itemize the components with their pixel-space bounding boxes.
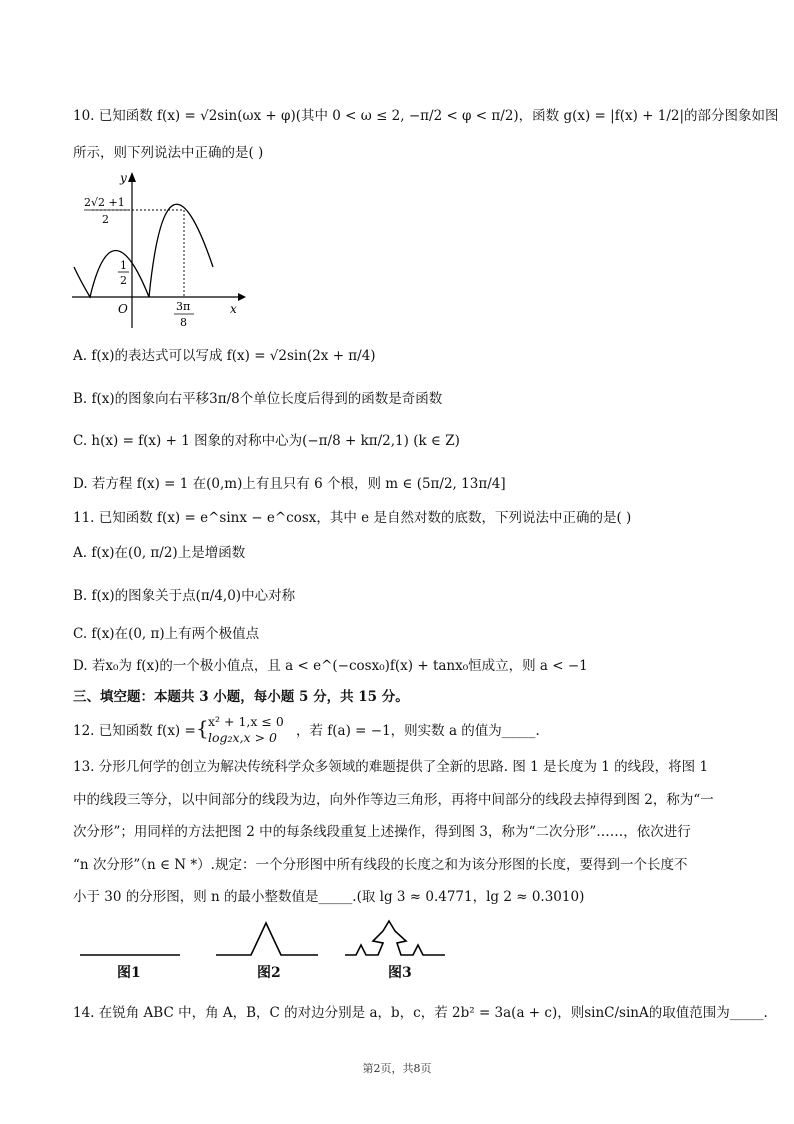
peak-label-numerator: 2√2 +1 — [84, 196, 125, 209]
q13-line2: 中的线段三等分，以中间部分的线段为边，向外作等边三角形，再将中间部分的线段去掉得到图 2，称为“一 — [73, 792, 714, 808]
q10-stem-line1: 10. 已知函数 f(x) = √2sin(ωx + φ)(其中 0 < ω ≤ 2, −π/2 < φ < π/2)，函数 g(x) = |f(x) + 1/2|的部分图象如图 — [73, 108, 779, 124]
q12-brace: { — [196, 716, 209, 740]
fig1-label: 图1 — [117, 965, 141, 981]
q10-stem-line2: 所示，则下列说法中正确的是( ) — [73, 145, 264, 161]
q14-stem: 14. 在锐角 ABC 中，角 A，B，C 的对边分别是 a，b，c，若 2b² = 3a(a + c)，则sinC/sinA的取值范围为_____. — [73, 1005, 768, 1021]
q13-line1: 13. 分形几何学的创立为解决传统科学众多领域的难题提供了全新的思路. 图 1 是长度为 1 的线段，将图 1 — [73, 759, 709, 775]
q12-suffix: ，若 f(a) = −1，则实数 a 的值为_____. — [296, 723, 540, 739]
fractal-figure-2 — [214, 915, 324, 965]
half-label-numerator: 1 — [120, 259, 127, 272]
q12-prefix: 12. 已知函数 f(x) = — [73, 723, 196, 739]
q10-function-graph — [70, 168, 250, 333]
q10-option-c: C. h(x) = f(x) + 1 图象的对称中心为(−π/8 + kπ/2,1) (k ∈ Z) — [73, 433, 460, 449]
tick-label-numerator: 3π — [176, 300, 191, 313]
q10-option-a: A. f(x)的表达式可以写成 f(x) = √2sin(2x + π/4) — [73, 348, 376, 364]
origin-label: O — [118, 302, 128, 316]
graph-curve — [74, 204, 213, 297]
q11-stem: 11. 已知函数 f(x) = e^sinx − e^cosx，其中 e 是自然对数的底数，下列说法中正确的是( ) — [73, 510, 632, 526]
page-footer: 第2页，共8页 — [362, 1062, 432, 1075]
q10-option-b: B. f(x)的图象向右平移3π/8个单位长度后得到的函数是奇函数 — [73, 391, 443, 407]
section-heading: 三、填空题：本题共 3 小题，每小题 5 分，共 15 分。 — [73, 689, 409, 705]
q11-option-b: B. f(x)的图象关于点(π/4,0)中心对称 — [73, 588, 296, 604]
x-axis-label: x — [230, 302, 237, 316]
q10-option-d: D. 若方程 f(x) = 1 在(0,m)上有且只有 6 个根，则 m ∈ (5π/2, 13π/4] — [73, 476, 506, 492]
q11-option-c: C. f(x)在(0, π)上有两个极值点 — [73, 626, 260, 642]
half-label-denominator: 2 — [120, 274, 127, 287]
fractal-figure-1 — [78, 915, 182, 965]
fig3-label: 图3 — [388, 965, 412, 981]
q13-line4: “n 次分形”（n ∈ N *）.规定：一个分形图中所有线段的长度之和为该分形图的长度，要得到一个长度不 — [73, 857, 688, 873]
q12-case1: x² + 1,x ≤ 0 — [208, 714, 284, 729]
fig2-label: 图2 — [257, 965, 281, 981]
tick-label-denominator: 8 — [180, 316, 187, 329]
fractal-figure-3 — [343, 915, 453, 965]
q12-case2: log₂x,x > 0 — [208, 730, 277, 745]
q13-line3: 次分形”；用同样的方法把图 2 中的每条线段重复上述操作，得到图 3，称为“二次分形”……，依次进行 — [73, 824, 691, 840]
q11-option-a: A. f(x)在(0, π/2)上是增函数 — [73, 545, 246, 561]
x-axis-arrow — [238, 293, 246, 301]
y-axis-arrow — [128, 172, 136, 182]
q13-line5: 小于 30 的分形图，则 n 的最小整数值是_____.(取 lg 3 ≈ 0.4771，lg 2 ≈ 0.3010) — [73, 889, 585, 905]
peak-label-denominator: 2 — [102, 213, 109, 226]
y-axis-label: y — [120, 171, 127, 185]
q11-option-d: D. 若x₀为 f(x)的一个极小值点，且 a < e^(−cosx₀)f(x) + tanx₀恒成立，则 a < −1 — [73, 658, 588, 674]
